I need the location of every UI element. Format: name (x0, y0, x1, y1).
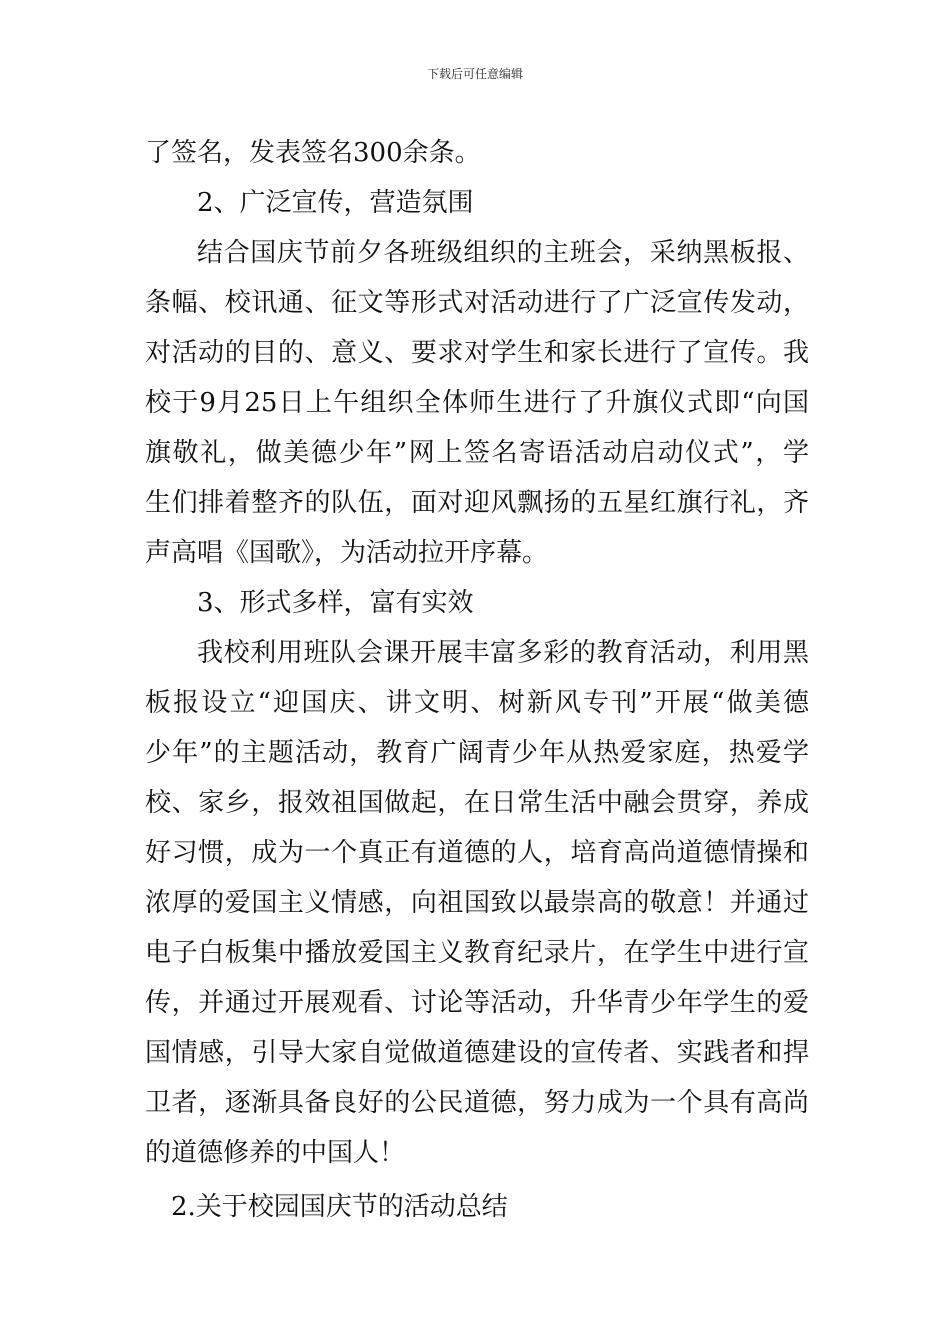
body-line: 少年”的主题活动，教育广阔青少年从热爱家庭，热爱学 (145, 738, 809, 768)
body-line: 国情感，引导大家自觉做道德建设的宣传者、实践者和捍 (145, 1038, 809, 1068)
body-line: 旗敬礼，做美德少年”网上签名寄语活动启动仪式”，学 (145, 438, 809, 468)
body-line: 声高唱《国歌》，为活动拉开序幕。 (145, 538, 549, 568)
page-header: 下载后可任意编辑 (426, 67, 523, 81)
document-body (145, 128, 809, 1232)
body-line: 电子白板集中播放爱国主义教育纪录片，在学生中进行宣 (145, 938, 809, 968)
body-line: 传，并通过开展观看、讨论等活动，升华青少年学生的爱 (145, 988, 809, 1018)
section-heading: 3、形式多样，富有实效 (197, 588, 474, 618)
body-line: 卫者，逐渐具备良好的公民道德，努力成为一个具有高尚 (145, 1088, 809, 1118)
body-line: 条幅、校讯通、征文等形式对活动进行了广泛宣传发动， (145, 288, 809, 318)
body-line: 结合国庆节前夕各班级组织的主班会，采纳黑板报、 (197, 238, 809, 268)
body-line: 浓厚的爱国主义情感，向祖国致以最崇高的敬意！并通过 (145, 888, 809, 918)
body-line: 校于9月25日上午组织全体师生进行了升旗仪式即“向国 (145, 388, 809, 418)
body-line: 好习惯，成为一个真正有道德的人，培育高尚道德情操和 (145, 838, 809, 868)
body-line: 了签名，发表签名300余条。 (145, 138, 481, 168)
body-line: 对活动的目的、意义、要求对学生和家长进行了宣传。我 (145, 338, 809, 368)
body-line: 校、家乡，报效祖国做起，在日常生活中融会贯穿，养成 (145, 788, 809, 818)
body-line: 生们排着整齐的队伍，面对迎风飘扬的五星红旗行礼，齐 (145, 488, 809, 518)
body-line: 板报设立“迎国庆、讲文明、树新风专刊”开展“做美德 (145, 688, 809, 718)
body-line: 我校利用班队会课开展丰富多彩的教育活动，利用黑 (197, 638, 809, 668)
body-line: 的道德修养的中国人！ (145, 1138, 406, 1168)
subsection-title: 2.关于校园国庆节的活动总结 (171, 1192, 508, 1222)
section-heading: 2、广泛宣传，营造氛围 (197, 188, 474, 218)
